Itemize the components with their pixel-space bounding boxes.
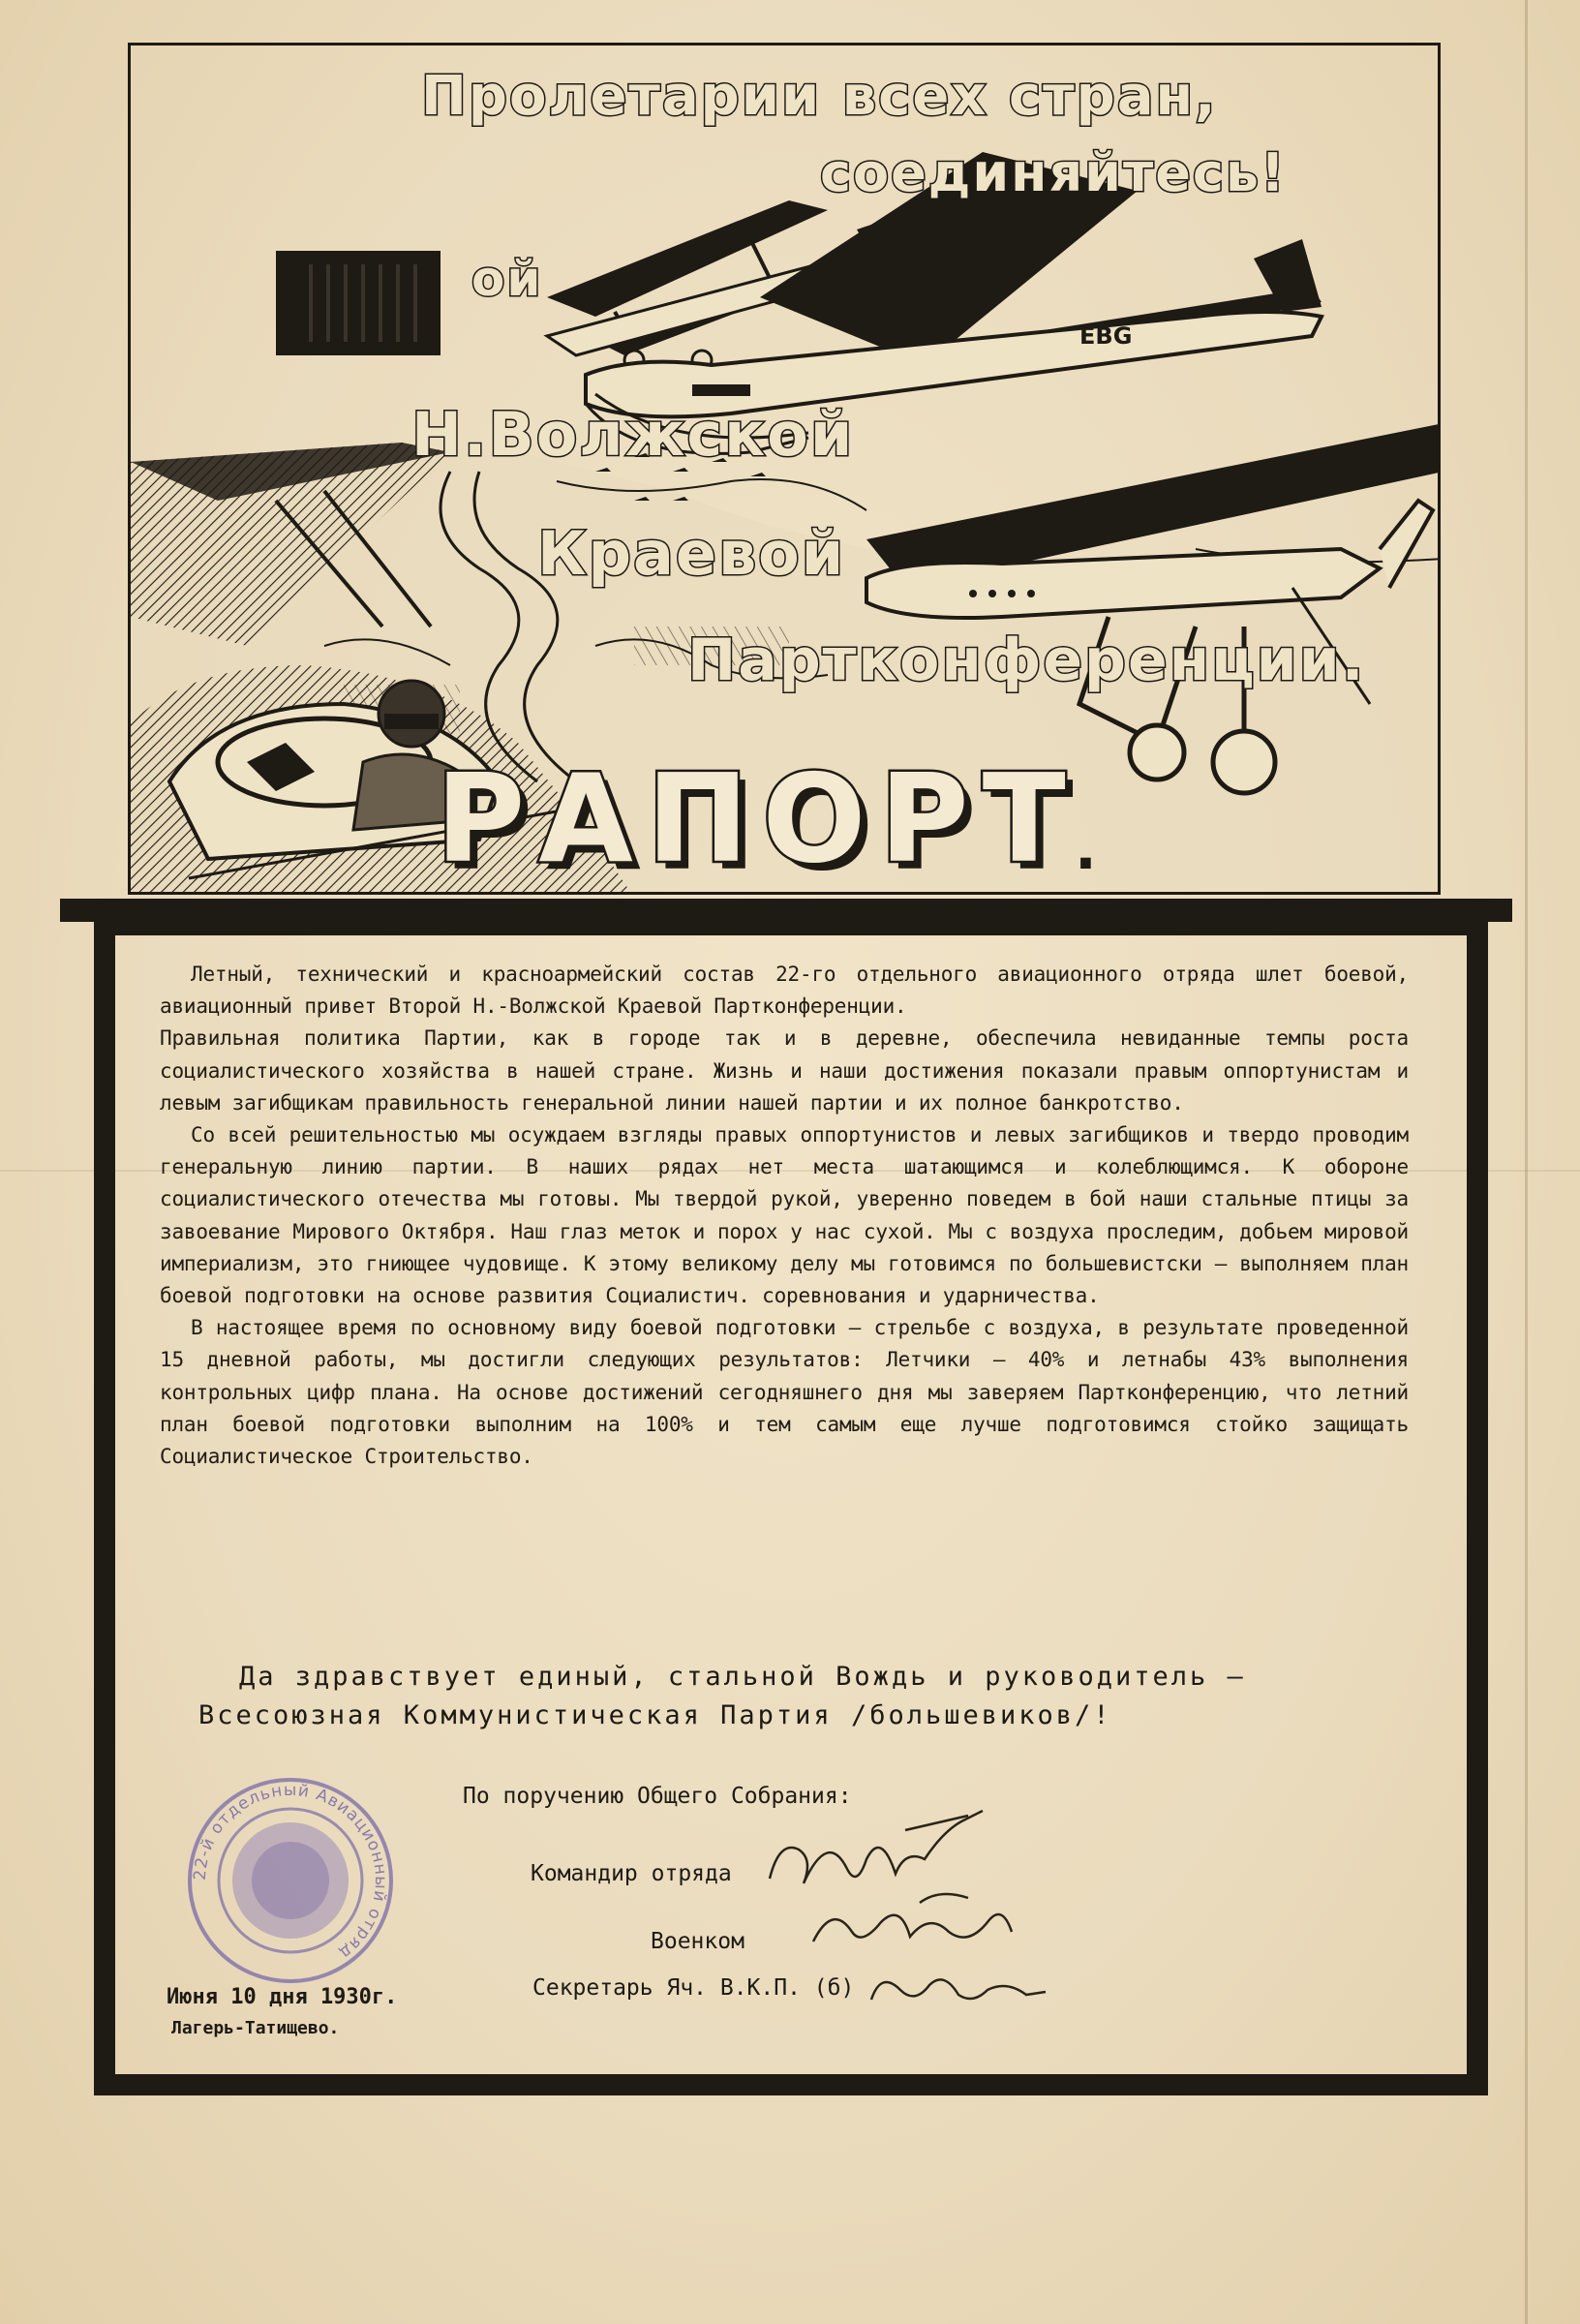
document-title-dot: . bbox=[1075, 815, 1097, 883]
ordinal-suffix: ой bbox=[471, 251, 543, 307]
unit-stamp bbox=[184, 1774, 397, 1987]
document-title: РАПОРТ bbox=[436, 748, 1079, 890]
conference-line-2: Краевой bbox=[537, 518, 846, 589]
closing-slogan bbox=[198, 1658, 1409, 1735]
commissar-signature bbox=[804, 1883, 1026, 1961]
ordinal-roman-numeral: II bbox=[276, 251, 441, 355]
slogan-line-1: Пролетарии всех стран, bbox=[421, 65, 1218, 128]
signature-intro: По поручению Общего Собрания: bbox=[463, 1784, 852, 1809]
paragraph-3: Со всей решительностью мы осуждаем взгляды правых оппортунистов и левых загибщиков и твердо проводим генеральную линию партии. В наших рядах нет места шатающимся и колеблющимся. К обороне социалистического отечества мы готовы. Мы твердой рукой, уверенно поведем в бой наши стальные птицы за завоевание Мирового Октября. Наш глаз меток и порох у нас сухой. Мы с воздуха проследим, добьем мировой империализм, это гниющее чудовище. К этому великому делу мы готовимся по большевистски — выполняем план боевой подготовки на основе развития Социалистич. соревнования и ударничества. bbox=[160, 1123, 1409, 1308]
header-poster bbox=[128, 43, 1441, 895]
report-place: Лагерь-Татищево. bbox=[171, 2018, 340, 2038]
slogan-line-2: соединяйтесь! bbox=[820, 142, 1287, 203]
paper-fold-vertical bbox=[1525, 0, 1528, 2324]
commander-title: Командир отряда bbox=[531, 1861, 732, 1886]
paragraph-4: В настоящее время по основному виду боевой подготовки — стрельбе с воздуха, в результате проведенной 15 дневной работы, мы достигли следующих результатов: Летчики — 40% и летнабы 43% выполнения контрольных цифр плана. На основе достижений сегодняшнего дня мы заверяем Партконференцию, что летний план боевой подготовки выполним на 100% и тем самым еще лучше подготовимся стойко защищать Социалистическое Строительство. bbox=[160, 1316, 1409, 1469]
report-text bbox=[160, 959, 1409, 1473]
closing-line-1: Да здравствует единый, стальной Вождь и руководитель — bbox=[239, 1662, 1246, 1692]
secretary-signature bbox=[862, 1961, 1055, 2019]
closing-line-2: Всесоюзная Коммунистическая Партия /большевиков/! bbox=[198, 1700, 1112, 1730]
commissar-title: Военком bbox=[651, 1929, 744, 1954]
paragraph-1: Летный, технический и красноармейский состав 22-го отдельного авиационного отряда шлет боевой, авиационный привет Второй Н.-Волжской Краевой Партконференции. bbox=[160, 963, 1409, 1019]
stamp-text: 22-й отдельный Авиационный отряд bbox=[190, 1780, 391, 1964]
secretary-title: Секретарь Яч. В.К.П. (б) bbox=[532, 1975, 855, 2001]
report-date: Июня 10 дня 1930г. bbox=[167, 1985, 398, 2009]
conference-line-1: Н.Волжской bbox=[411, 399, 855, 470]
paragraph-2: Правильная политика Партии, как в городе так и в деревне, обеспечила невиданные темпы роста социалистического хозяйства в нашей стране. Жизнь и наши достижения показали правым оппортунистам и левым загибщикам правильность генеральной линии нашей партии и их полное банкротство. bbox=[160, 1026, 1409, 1115]
plane-registration-text: EBG bbox=[1079, 322, 1133, 350]
conference-line-3: Партконференции. bbox=[687, 627, 1366, 694]
